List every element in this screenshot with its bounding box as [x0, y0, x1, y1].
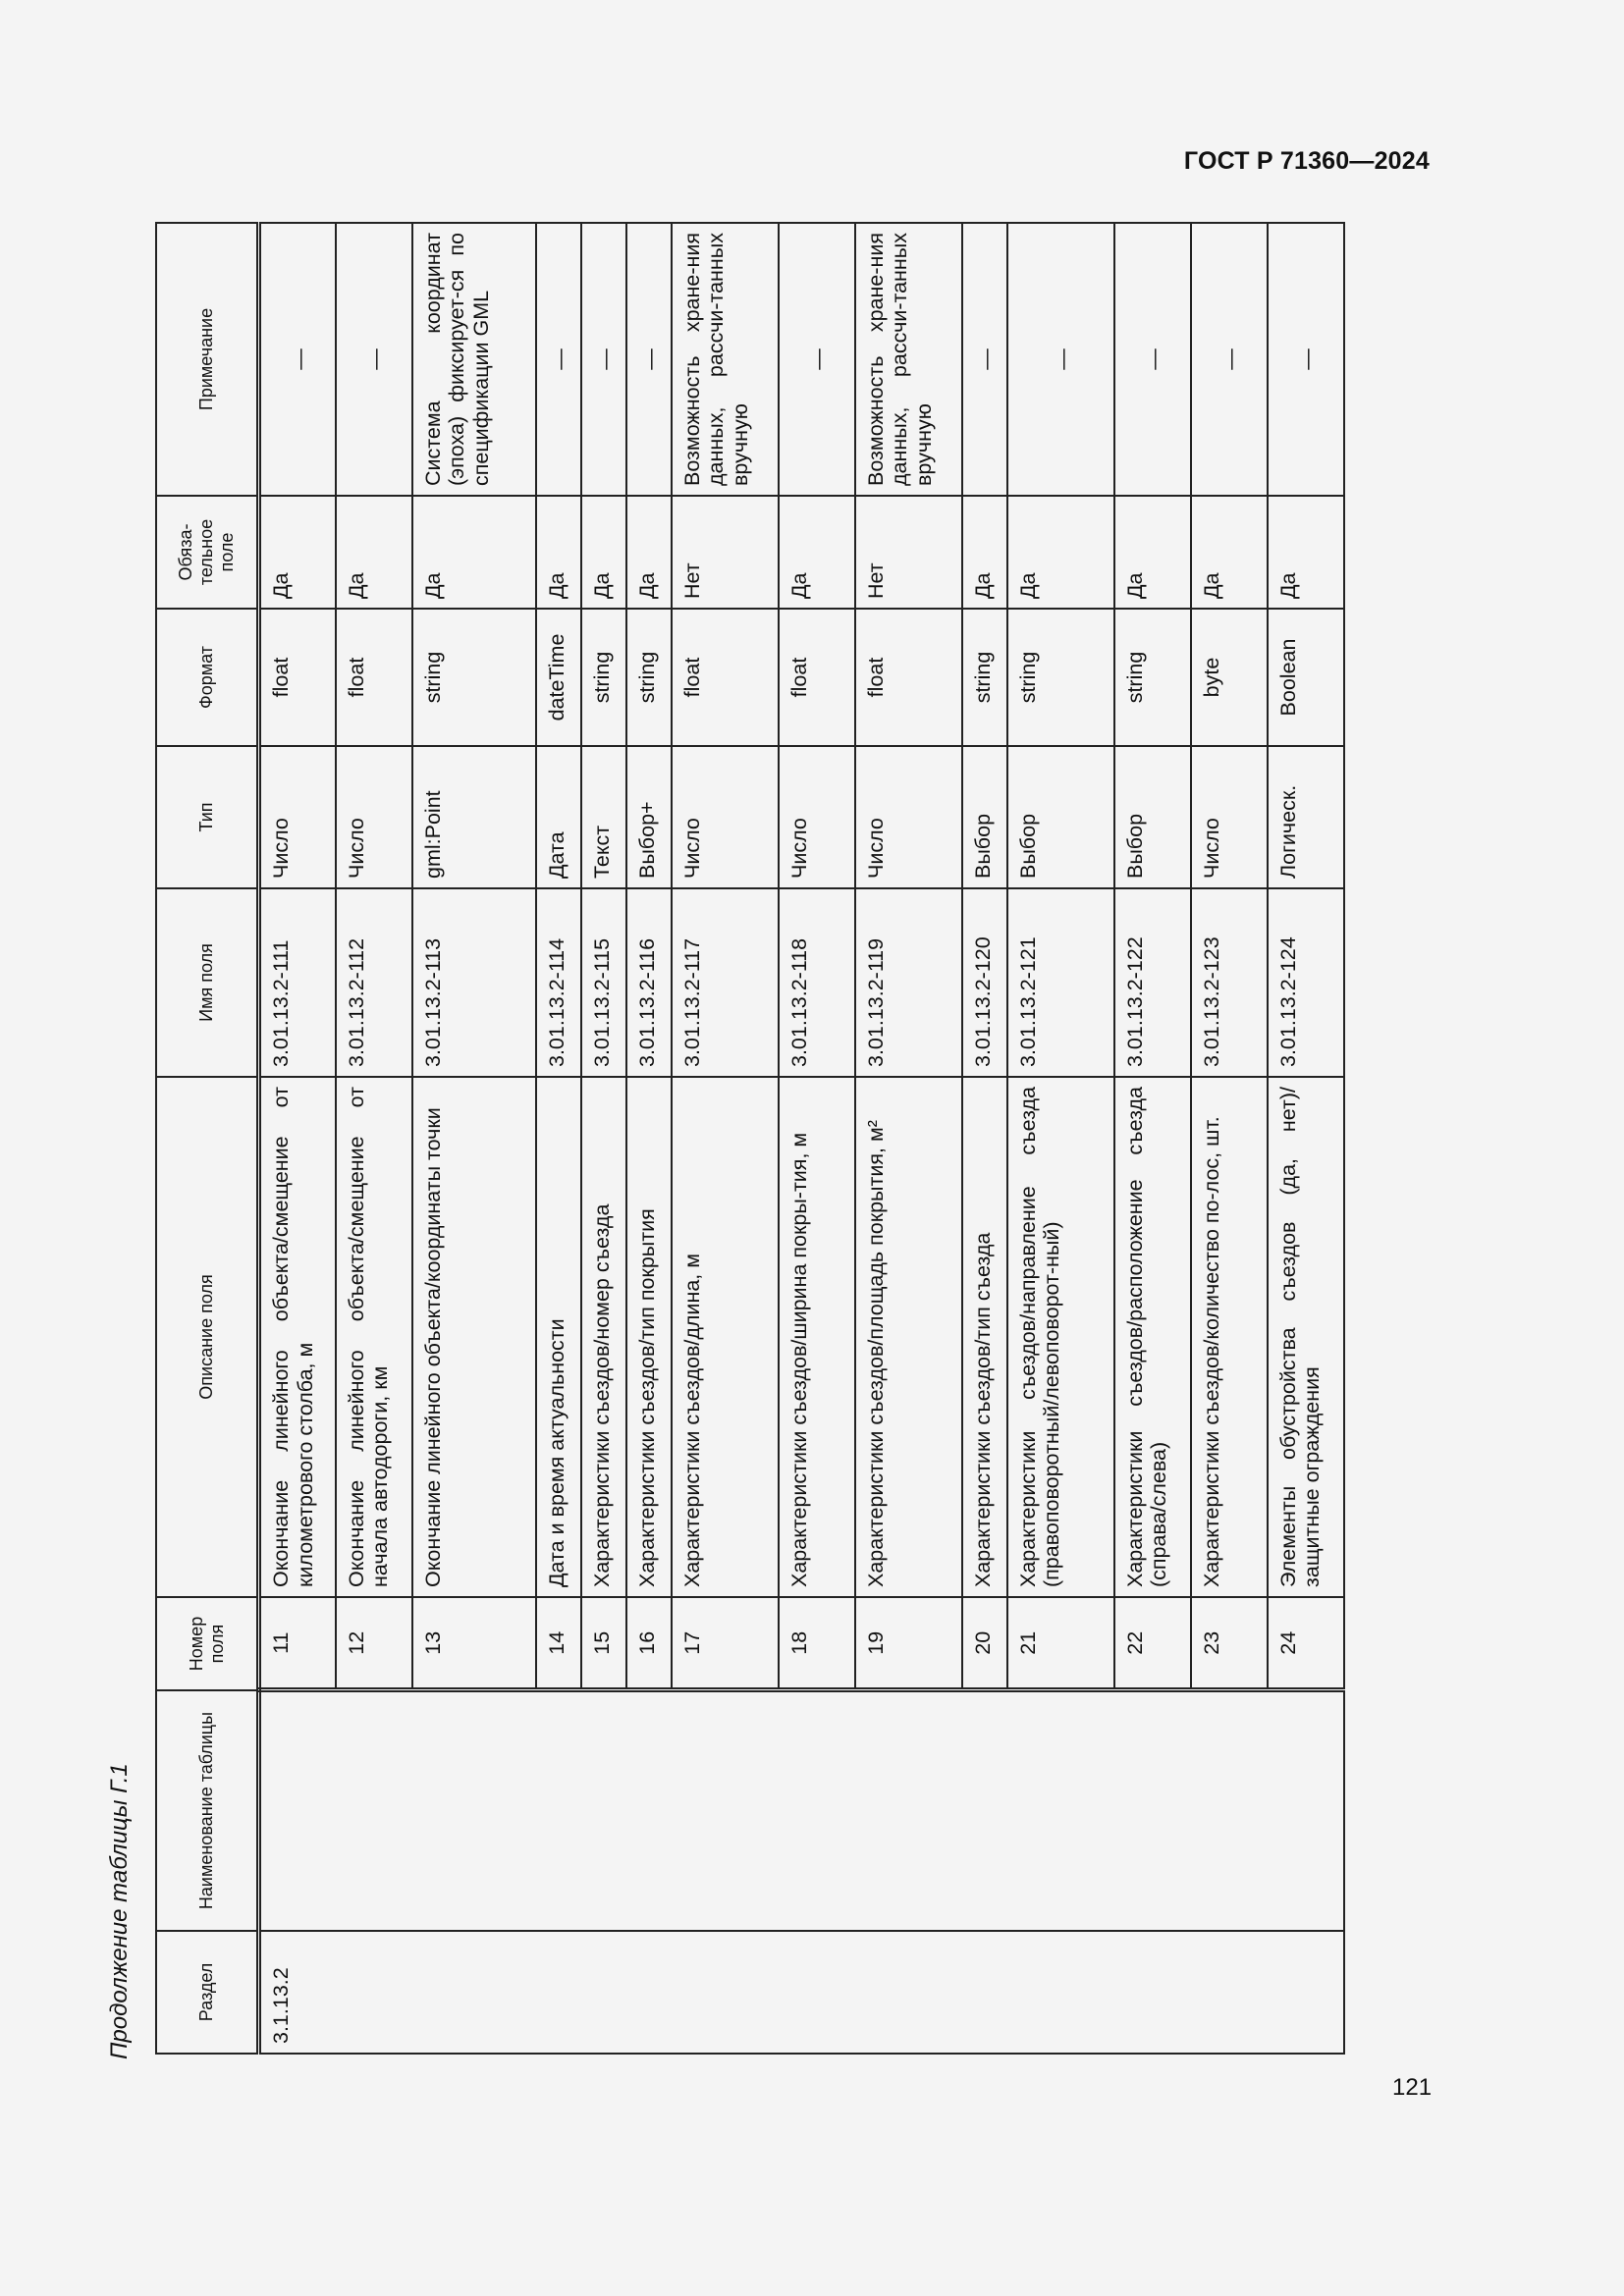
cell-field-name: 3.01.13.2-112: [336, 888, 412, 1077]
cell-type: Дата: [536, 746, 581, 888]
cell-note: —: [1007, 223, 1114, 496]
cell-mandatory: Да: [336, 496, 412, 609]
cell-field-number: 24: [1268, 1597, 1344, 1690]
header-mandatory: Обяза-тельное поле: [156, 496, 259, 609]
cell-mandatory: Да: [1191, 496, 1268, 609]
cell-note: —: [581, 223, 626, 496]
cell-field-number: 18: [779, 1597, 855, 1690]
page-number: 121: [1392, 2074, 1433, 2101]
cell-format: string: [1007, 609, 1114, 746]
cell-field-name: 3.01.13.2-111: [259, 888, 336, 1077]
cell-field-name: 3.01.13.2-122: [1114, 888, 1191, 1077]
cell-mandatory: Да: [581, 496, 626, 609]
cell-mandatory: Да: [779, 496, 855, 609]
cell-note: —: [336, 223, 412, 496]
cell-description: Характеристики съездов/длина, м: [672, 1077, 779, 1597]
cell-mandatory: Да: [626, 496, 672, 609]
cell-note: Возможность хране-ния данных, рассчи-танных вручную: [672, 223, 779, 496]
cell-description: Характеристики съездов/тип съезда: [962, 1077, 1007, 1597]
cell-mandatory: Да: [412, 496, 536, 609]
cell-format: float: [672, 609, 779, 746]
cell-description: Характеристики съездов/тип покрытия: [626, 1077, 672, 1597]
table-caption: Продолжение таблицы Г.1: [106, 1763, 133, 2059]
cell-field-name: 3.01.13.2-119: [855, 888, 962, 1077]
cell-type: Число: [779, 746, 855, 888]
cell-type: gml:Point: [412, 746, 536, 888]
cell-table-name: [259, 1690, 1344, 1931]
cell-field-name: 3.01.13.2-121: [1007, 888, 1114, 1077]
cell-description: Окончание линейного объекта/смещение от километрового столба, м: [259, 1077, 336, 1597]
cell-field-name: 3.01.13.2-113: [412, 888, 536, 1077]
cell-format: float: [336, 609, 412, 746]
cell-field-number: 15: [581, 1597, 626, 1690]
cell-field-number: 21: [1007, 1597, 1114, 1690]
cell-type: Выбор: [1114, 746, 1191, 888]
header-section: Раздел: [156, 1931, 259, 2054]
rotated-table-area: [106, 160, 1324, 2059]
cell-mandatory: Да: [962, 496, 1007, 609]
cell-field-name: 3.01.13.2-118: [779, 888, 855, 1077]
cell-type: Выбор: [962, 746, 1007, 888]
header-table-name: Наименование таблицы: [156, 1690, 259, 1931]
data-table: [155, 222, 1345, 2055]
cell-section: 3.1.13.2: [259, 1931, 1344, 2054]
cell-field-name: 3.01.13.2-123: [1191, 888, 1268, 1077]
cell-field-name: 3.01.13.2-116: [626, 888, 672, 1077]
cell-field-number: 19: [855, 1597, 962, 1690]
cell-format: float: [779, 609, 855, 746]
cell-description: Окончание линейного объекта/смещение от начала автодороги, км: [336, 1077, 412, 1597]
cell-field-number: 11: [259, 1597, 336, 1690]
cell-mandatory: Да: [536, 496, 581, 609]
cell-mandatory: Нет: [855, 496, 962, 609]
cell-description: Характеристики съездов/направление съезда (правоповоротный/левоповорот-ный): [1007, 1077, 1114, 1597]
cell-format: byte: [1191, 609, 1268, 746]
cell-type: Логическ.: [1268, 746, 1344, 888]
cell-format: string: [581, 609, 626, 746]
cell-type: Число: [259, 746, 336, 888]
cell-field-name: 3.01.13.2-117: [672, 888, 779, 1077]
cell-note: —: [536, 223, 581, 496]
header-description: Описание поля: [156, 1077, 259, 1597]
cell-type: Выбор: [1007, 746, 1114, 888]
cell-format: float: [855, 609, 962, 746]
table-row: [259, 223, 336, 2054]
cell-mandatory: Да: [1268, 496, 1344, 609]
cell-format: dateTime: [536, 609, 581, 746]
cell-description: Элементы обустройства съездов (да, нет)/защитные ограждения: [1268, 1077, 1344, 1597]
cell-note: —: [1114, 223, 1191, 496]
cell-format: string: [962, 609, 1007, 746]
cell-type: Число: [855, 746, 962, 888]
cell-type: Число: [672, 746, 779, 888]
cell-field-name: 3.01.13.2-124: [1268, 888, 1344, 1077]
cell-description: Характеристики съездов/площадь покрытия, м²: [855, 1077, 962, 1597]
cell-description: Дата и время актуальности: [536, 1077, 581, 1597]
cell-format: float: [259, 609, 336, 746]
cell-field-name: 3.01.13.2-120: [962, 888, 1007, 1077]
cell-field-number: 16: [626, 1597, 672, 1690]
cell-format: string: [626, 609, 672, 746]
cell-format: Boolean: [1268, 609, 1344, 746]
cell-note: —: [962, 223, 1007, 496]
cell-note: —: [1268, 223, 1344, 496]
cell-field-name: 3.01.13.2-115: [581, 888, 626, 1077]
cell-format: string: [1114, 609, 1191, 746]
cell-description: Характеристики съездов/расположение съезда (справа/слева): [1114, 1077, 1191, 1597]
cell-note: —: [779, 223, 855, 496]
cell-field-number: 22: [1114, 1597, 1191, 1690]
table-header-row: [156, 223, 259, 2054]
header-type: Тип: [156, 746, 259, 888]
cell-type: Текст: [581, 746, 626, 888]
cell-note: —: [1191, 223, 1268, 496]
cell-field-number: 23: [1191, 1597, 1268, 1690]
cell-mandatory: Да: [1007, 496, 1114, 609]
cell-mandatory: Да: [259, 496, 336, 609]
document-header-code: ГОСТ Р 71360—2024: [1183, 147, 1430, 175]
cell-field-number: 20: [962, 1597, 1007, 1690]
cell-format: string: [412, 609, 536, 746]
cell-description: Характеристики съездов/количество по-лос, шт.: [1191, 1077, 1268, 1597]
cell-type: Число: [1191, 746, 1268, 888]
cell-description: Окончание линейного объекта/координаты точки: [412, 1077, 536, 1597]
header-format: Формат: [156, 609, 259, 746]
cell-description: Характеристики съездов/ширина покры-тия, м: [779, 1077, 855, 1597]
cell-field-number: 14: [536, 1597, 581, 1690]
cell-field-name: 3.01.13.2-114: [536, 888, 581, 1077]
cell-type: Число: [336, 746, 412, 888]
cell-type: Выбор+: [626, 746, 672, 888]
cell-note: Система координат (эпоха) фиксирует-ся по спецификации GML: [412, 223, 536, 496]
cell-mandatory: Нет: [672, 496, 779, 609]
cell-note: Возможность хране-ния данных, рассчи-танных вручную: [855, 223, 962, 496]
header-field-name: Имя поля: [156, 888, 259, 1077]
header-note: Примечание: [156, 223, 259, 496]
cell-note: —: [626, 223, 672, 496]
cell-field-number: 13: [412, 1597, 536, 1690]
cell-description: Характеристики съездов/номер съезда: [581, 1077, 626, 1597]
cell-mandatory: Да: [1114, 496, 1191, 609]
cell-field-number: 12: [336, 1597, 412, 1690]
cell-field-number: 17: [672, 1597, 779, 1690]
header-field-number: Номер поля: [156, 1597, 259, 1690]
cell-note: —: [259, 223, 336, 496]
